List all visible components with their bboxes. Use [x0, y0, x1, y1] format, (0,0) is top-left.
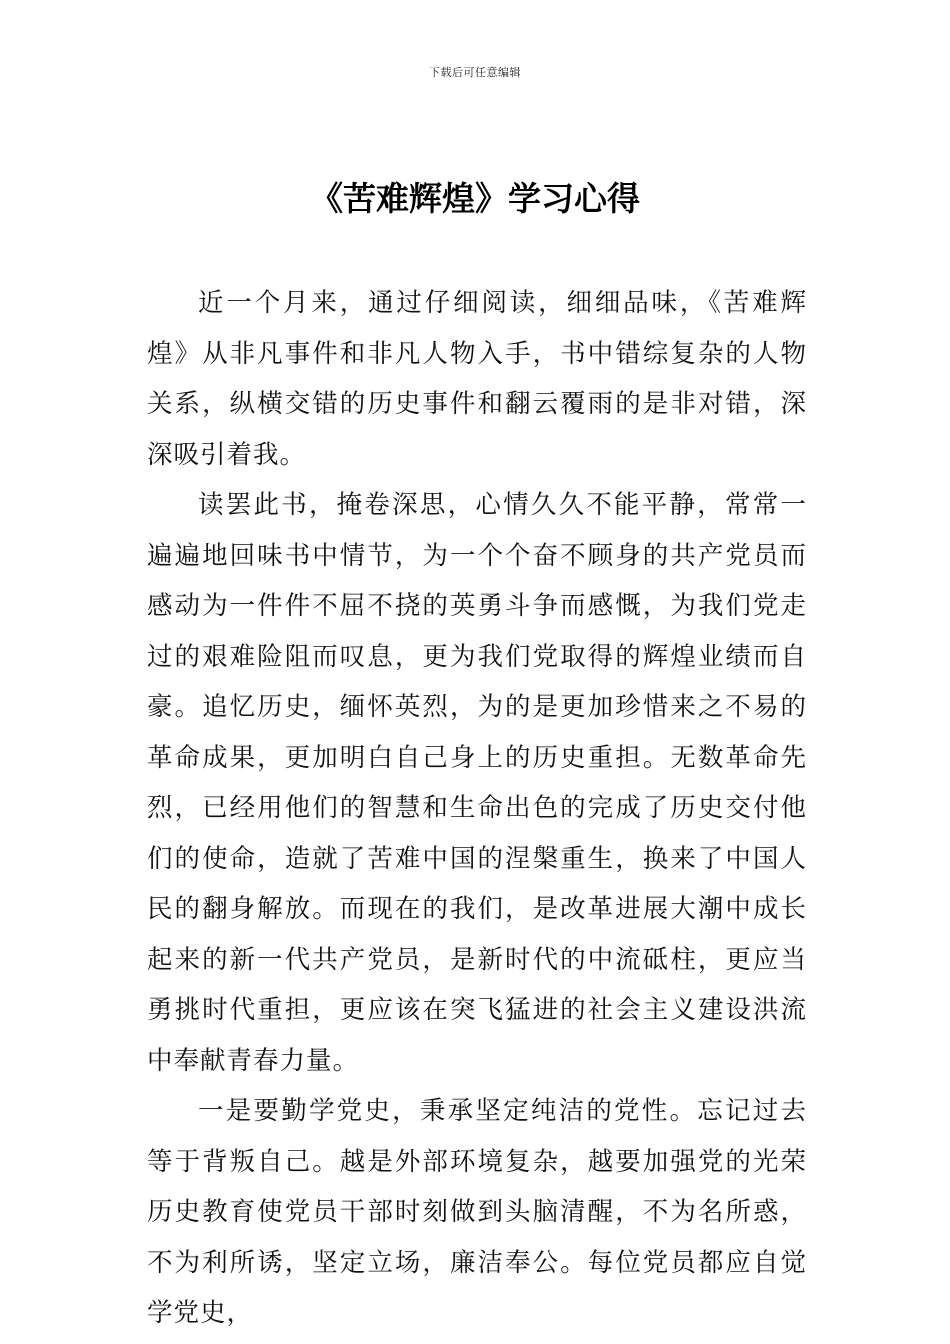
document-title: 《苦难辉煌》学习心得	[310, 179, 640, 218]
document-body	[147, 278, 807, 1339]
paragraph-2: 读罢此书，掩卷深思，心情久久不能平静，常常一遍遍地回味书中情节，为一个个奋不顾身的共产党员而感动为一件件不屈不挠的英勇斗争而感慨，为我们党走过的艰难险阻而叹息，更为我们党取得的辉煌业绩而自豪。追忆历史，缅怀英烈，为的是更加珍惜来之不易的革命成果，更加明白自己身上的历史重担。无数革命先烈，已经用他们的智慧和生命出色的完成了历史交付他们的使命，造就了苦难中国的涅槃重生，换来了中国人民的翻身解放。而现在的我们，是改革进展大潮中成长起来的新一代共产党员，是新时代的中流砥柱，更应当勇挑时代重担，更应该在突飞猛进的社会主义建设洪流中奉献青春力量。	[147, 490, 807, 1076]
header-note: 下载后可任意编辑	[429, 66, 521, 79]
paragraph-3: 一是要勤学党史，秉承坚定纯洁的党性。忘记过去等于背叛自己。越是外部环境复杂，越要加强党的光荣历史教育使党员干部时刻做到头脑清醒，不为名所惑，不为利所诱，坚定立场，廉洁奉公。每位党员都应自觉学党史，	[147, 1096, 807, 1328]
paragraph-1: 近一个月来，通过仔细阅读，细细品味，《苦难辉煌》从非凡事件和非凡人物入手，书中错综复杂的人物关系，纵横交错的历史事件和翻云覆雨的是非对错，深深吸引着我。	[147, 288, 807, 470]
